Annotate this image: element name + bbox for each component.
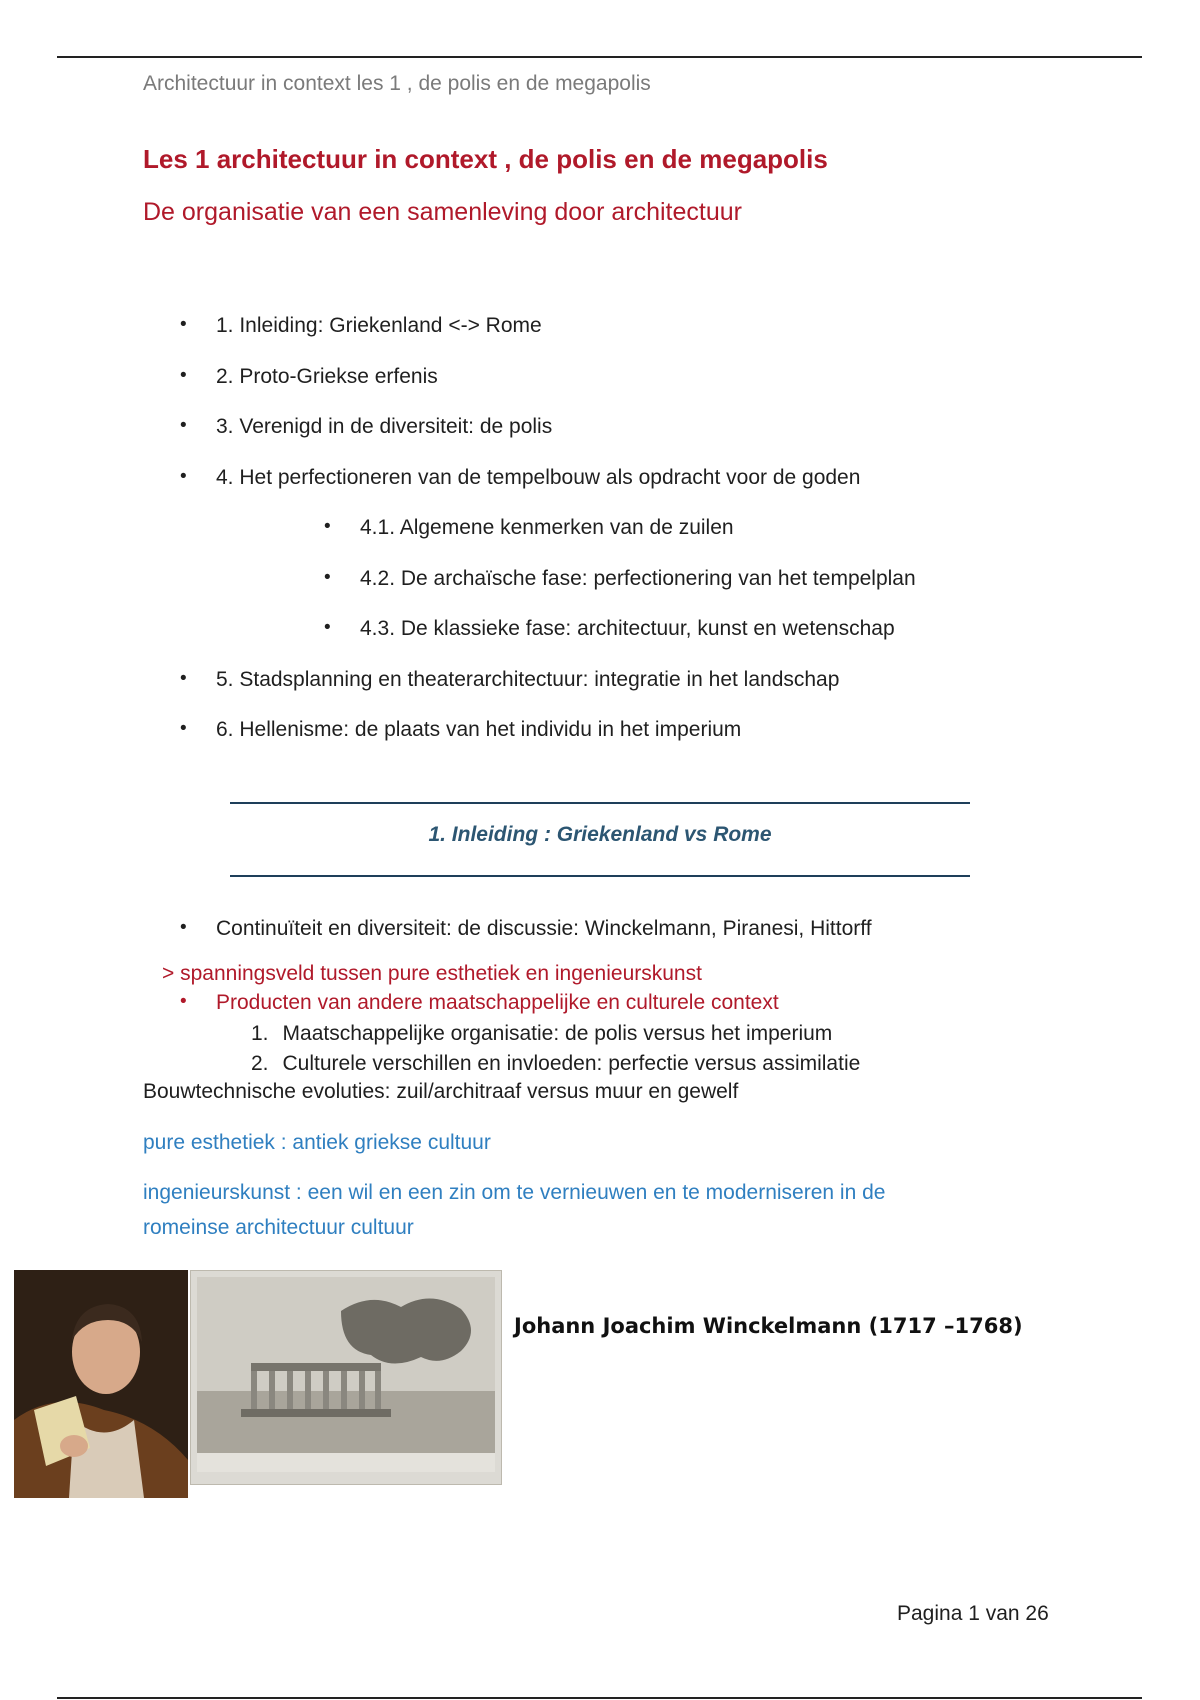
temple-engraving-image xyxy=(190,1270,502,1485)
toc-item-4: • 4. Het perfectioneren van de tempelbouw als opdracht voor de goden xyxy=(180,466,861,489)
section-rule-top xyxy=(230,802,970,804)
toc-subitem-4-1: • 4.1. Algemene kenmerken van de zuilen xyxy=(324,516,734,539)
portrait-illustration xyxy=(14,1270,188,1498)
bullet-products: • Producten van andere maatschappelijke en culturele context xyxy=(180,991,779,1014)
toc-subitem-4-3: • 4.3. De klassieke fase: architectuur, kunst en wetenschap xyxy=(324,617,895,640)
numbered-item-2: 2. Culturele verschillen en invloeden: perfectie versus assimilatie xyxy=(251,1052,861,1075)
engineering-note-line-1: ingenieurskunst : een wil en een zin om te vernieuwen en te moderniseren in de xyxy=(143,1181,886,1204)
running-header: Architectuur in context les 1 , de polis en de megapolis xyxy=(143,72,651,95)
aesthetics-note: pure esthetiek : antiek griekse cultuur xyxy=(143,1131,491,1154)
toc-item-3: • 3. Verenigd in de diversiteit: de polis xyxy=(180,415,553,438)
figure-caption: Johann Joachim Winckelmann (1717 –1768) xyxy=(514,1314,1023,1338)
engineering-note-line-2: romeinse architectuur cultuur xyxy=(143,1216,414,1239)
top-rule xyxy=(57,56,1142,58)
page-title: Les 1 architectuur in context , de polis en de megapolis xyxy=(143,144,828,174)
section-heading: 1. Inleiding : Griekenland vs Rome xyxy=(428,823,772,846)
page-subtitle: De organisatie van een samenleving door architectuur xyxy=(143,198,742,226)
toc-item-2: • 2. Proto-Griekse erfenis xyxy=(180,365,438,388)
page-number: Pagina 1 van 26 xyxy=(897,1602,1049,1625)
winckelmann-portrait-image xyxy=(14,1270,188,1498)
tension-note: > spanningsveld tussen pure esthetiek en ingenieurskunst xyxy=(162,962,702,985)
toc-subitem-4-2: • 4.2. De archaïsche fase: perfectionering van het tempelplan xyxy=(324,567,916,590)
building-tech-line: Bouwtechnische evoluties: zuil/architraaf versus muur en gewelf xyxy=(143,1080,739,1103)
toc-item-5: • 5. Stadsplanning en theaterarchitectuur: integratie in het landschap xyxy=(180,668,840,691)
numbered-item-1: 1. Maatschappelijke organisatie: de polis versus het imperium xyxy=(251,1022,833,1045)
toc-item-1: • 1. Inleiding: Griekenland <-> Rome xyxy=(180,314,542,337)
bullet-continuity: • Continuïteit en diversiteit: de discussie: Winckelmann, Piranesi, Hittorff xyxy=(180,917,872,940)
section-rule-bottom xyxy=(230,875,970,877)
toc-item-6: • 6. Hellenisme: de plaats van het individu in het imperium xyxy=(180,718,742,741)
bottom-rule xyxy=(57,1697,1142,1699)
engraving-illustration xyxy=(191,1271,501,1484)
